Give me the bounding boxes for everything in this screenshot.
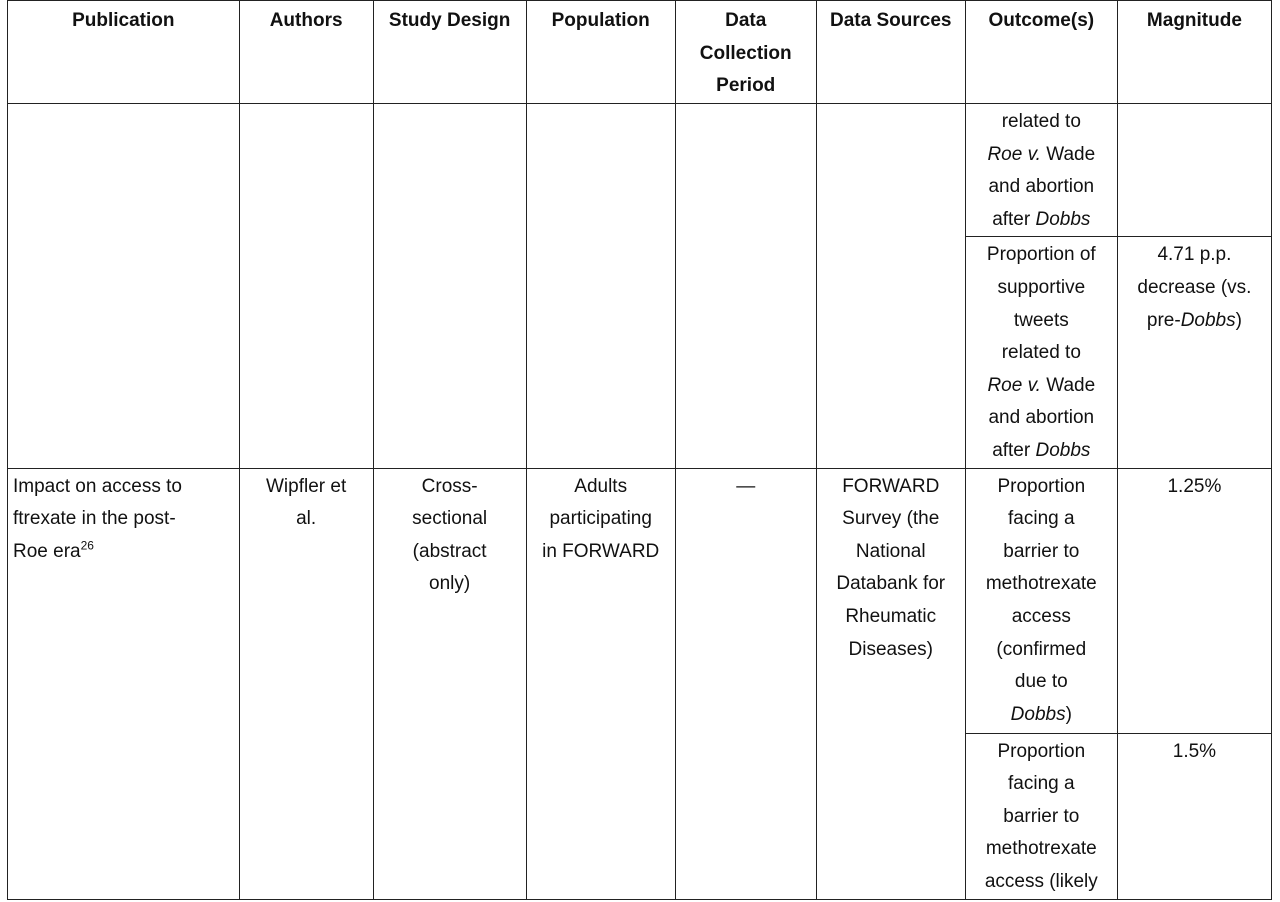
header-data-sources: Data Sources (816, 1, 965, 104)
text-line: sectional (412, 508, 488, 530)
text-line (13, 536, 234, 569)
text-line: Rheumatic (845, 605, 937, 627)
text-line: only) (429, 573, 471, 595)
header-period-line: Collection (699, 42, 792, 64)
header-magnitude: Magnitude (1117, 1, 1271, 104)
cell-outcome (965, 237, 1117, 468)
header-publication: Publication (8, 1, 240, 104)
text-line: related to (1001, 342, 1081, 364)
text-line: methotrexate (985, 838, 1097, 860)
text-line: FORWARD (842, 475, 940, 497)
text-line: Impact on access to (13, 475, 182, 497)
cell-data-sources (816, 104, 965, 469)
italic-text: Dobbs (1010, 703, 1066, 725)
header-outcomes: Outcome(s) (965, 1, 1117, 104)
italic-text: Dobbs (1035, 439, 1091, 461)
cell-outcome (965, 104, 1117, 237)
text-line: Survey (the (842, 508, 940, 530)
cell-authors (239, 104, 373, 469)
cell-authors (239, 468, 373, 899)
text-span: Wade (1040, 143, 1096, 165)
text-line: Proportion of (986, 244, 1096, 266)
text-line (1123, 305, 1266, 338)
text-line: (abstract (412, 540, 487, 562)
text-line: barrier to (1003, 540, 1080, 562)
cell-outcome (965, 733, 1117, 899)
header-row (8, 1, 1272, 104)
header-study-design: Study Design (373, 1, 526, 104)
text-line: participating (549, 508, 652, 530)
text-line: Wipfler et (265, 475, 347, 497)
text-line: methotrexate (985, 573, 1097, 595)
text-line: Cross- (421, 475, 478, 497)
text-line: Diseases) (848, 638, 933, 660)
text-line (971, 370, 1112, 403)
text-line (971, 139, 1112, 172)
table-row (8, 468, 1272, 733)
text-line: al. (296, 508, 317, 530)
italic-text: Roe v. (987, 143, 1041, 165)
header-period-line: Period (716, 75, 776, 97)
cell-data-collection-period (675, 104, 816, 469)
text-line: ftrexate in the post- (13, 508, 176, 530)
text-line: and abortion (988, 407, 1095, 429)
cell-magnitude: 1.25% (1117, 468, 1271, 733)
text-line: access (1011, 605, 1071, 627)
cell-publication (8, 468, 240, 899)
text-line: Databank for (836, 573, 946, 595)
text-span: after (992, 439, 1036, 461)
text-line: Proportion (997, 740, 1086, 762)
text-line: Proportion (997, 475, 1086, 497)
text-span: after (992, 208, 1036, 230)
text-line: due to (1014, 671, 1068, 693)
text-line (971, 435, 1112, 468)
text-line: in FORWARD (542, 540, 660, 562)
cell-study-design (373, 468, 526, 899)
text-line: tweets (1013, 309, 1069, 331)
header-authors: Authors (239, 1, 373, 104)
text-line: facing a (1008, 508, 1075, 530)
text-line (971, 204, 1112, 237)
text-line: (confirmed (996, 638, 1087, 660)
italic-text: Dobbs (1035, 208, 1091, 230)
cell-magnitude (1117, 104, 1271, 237)
text-span: Wade (1040, 374, 1096, 396)
text-line: National (855, 540, 926, 562)
text-line: related to (1001, 111, 1081, 132)
cell-magnitude (1117, 237, 1271, 468)
text-span: Roe era (13, 540, 81, 562)
cell-data-collection-period: — (675, 468, 816, 899)
text-line: 4.71 p.p. (1157, 244, 1232, 266)
text-line: and abortion (988, 176, 1095, 198)
cell-magnitude: 1.5% (1117, 733, 1271, 899)
text-span: ) (1065, 703, 1072, 725)
cell-outcome (965, 468, 1117, 733)
italic-text: Roe v. (987, 374, 1041, 396)
evidence-table (7, 0, 1272, 900)
table-row (8, 104, 1272, 237)
cell-publication (8, 104, 240, 469)
header-data-collection-period (675, 1, 816, 104)
header-population: Population (526, 1, 675, 104)
text-span: pre- (1146, 309, 1181, 331)
text-line: supportive (997, 276, 1086, 298)
text-span: ) (1235, 309, 1242, 331)
text-line (971, 699, 1112, 732)
cell-population (526, 468, 675, 899)
cell-study-design (373, 104, 526, 469)
text-line: Adults (574, 475, 628, 497)
text-line: decrease (vs. (1137, 276, 1252, 298)
header-period-line: Data (725, 10, 767, 31)
reference-superscript: 26 (80, 538, 94, 553)
italic-text: Dobbs (1180, 309, 1236, 331)
cell-population (526, 104, 675, 469)
cell-data-sources (816, 468, 965, 899)
text-line: facing a (1008, 773, 1075, 795)
text-line: barrier to (1003, 805, 1080, 827)
text-line: access (likely (984, 870, 1098, 892)
